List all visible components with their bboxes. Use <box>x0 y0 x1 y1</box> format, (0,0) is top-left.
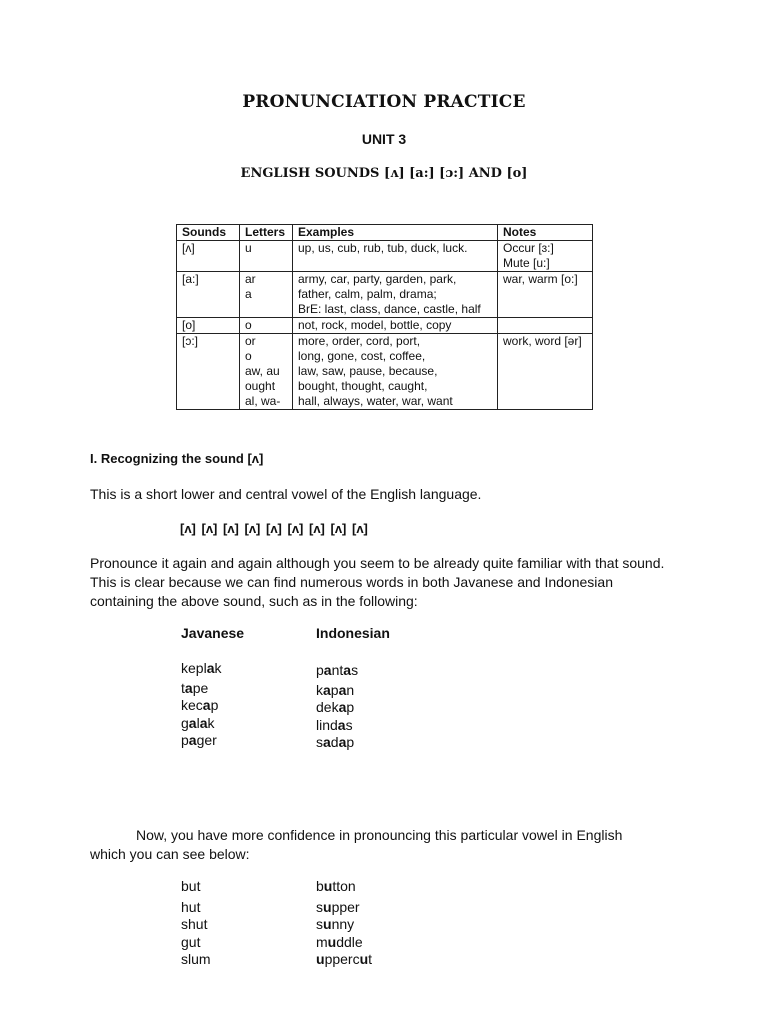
english-word <box>181 934 211 952</box>
word-segment: k <box>214 660 222 676</box>
word-segment: a <box>323 662 332 678</box>
word-segment: a <box>337 716 346 733</box>
word-segment: pperc <box>324 951 360 967</box>
cell-letters-line: o <box>245 349 252 363</box>
paragraph-2-line: Pronounce it again and again although you seem to be already quite familiar with that sound. <box>90 555 665 571</box>
english-word <box>316 878 372 896</box>
word-segment: g <box>181 714 189 731</box>
english-word-list-right <box>316 878 372 969</box>
word-segment: a <box>338 681 347 698</box>
paragraph-3-line: which you can see below: <box>90 846 250 862</box>
cell-sound: [a:] <box>177 272 240 318</box>
sounds-table <box>176 224 593 410</box>
javanese-word <box>181 697 221 715</box>
english-word <box>181 899 211 917</box>
word-segment: pe <box>192 679 209 696</box>
cell-notes-line: work, word [ər] <box>503 334 582 348</box>
word-segment: u <box>359 951 369 967</box>
cell-sound: [o] <box>177 318 240 334</box>
cell-letters <box>240 334 293 410</box>
page-subtitle: ENGLISH SOUNDS [ʌ] [a:] [ɔ:] AND [o] <box>240 166 528 181</box>
paragraph-2-line: containing the above sound, such as in the following: <box>90 593 418 609</box>
word-segment: p <box>181 732 189 748</box>
word-segment: a <box>206 660 215 676</box>
unit-label: UNIT 3 <box>361 131 407 147</box>
indonesian-word <box>316 734 358 752</box>
word-segment: a <box>343 662 352 678</box>
paragraph-3 <box>90 826 622 864</box>
javanese-word <box>181 732 221 750</box>
english-word <box>316 899 372 917</box>
indonesian-word <box>316 682 358 700</box>
english-word <box>316 934 372 952</box>
word-segment: k <box>207 714 215 731</box>
word-segment: p <box>346 699 355 715</box>
table-row <box>177 272 593 318</box>
word-segment: a <box>323 681 331 698</box>
cell-letters-line: al, wa- <box>245 394 281 408</box>
word-segment: n <box>346 681 355 698</box>
word-segment: ger <box>196 732 217 748</box>
cell-notes <box>498 318 593 334</box>
word-segment: a <box>199 714 208 731</box>
word-segment: tton <box>332 878 356 894</box>
cell-examples <box>293 241 498 272</box>
cell-letters-line: or <box>245 334 256 348</box>
word-segment: t <box>181 679 185 696</box>
english-word <box>181 951 211 969</box>
javanese-word <box>181 715 221 733</box>
english-word <box>316 951 372 969</box>
word-segment: k <box>316 681 323 698</box>
english-word-list-left <box>181 878 211 969</box>
cell-sound: [ɔ:] <box>177 334 240 410</box>
cell-examples-line: long, gone, cost, coffee, <box>298 349 426 363</box>
paragraph-2 <box>90 554 664 611</box>
word-segment: s <box>316 916 323 932</box>
cell-letters-line: ar <box>245 272 256 286</box>
word-segment: nt <box>331 662 344 678</box>
cell-examples <box>293 318 498 334</box>
cell-letters-line: o <box>245 318 252 332</box>
cell-notes <box>498 272 593 318</box>
word-segment: s <box>345 716 353 733</box>
word-segment: s <box>316 898 323 915</box>
word-segment: a <box>188 714 197 731</box>
cell-letters <box>240 272 293 318</box>
word-segment: ddle <box>336 933 363 950</box>
word-segment: m <box>316 933 328 950</box>
word-segment: s <box>316 734 323 750</box>
word-segment: a <box>202 697 211 713</box>
indonesian-word <box>316 717 358 735</box>
javanese-header: Javanese <box>181 625 245 641</box>
word-segment: l <box>196 714 200 731</box>
word-segment: u <box>323 916 332 932</box>
word-segment: p <box>316 662 324 678</box>
word-segment: kec <box>181 697 203 713</box>
cell-notes-line: Occur [ɜ:] <box>503 241 554 255</box>
word-segment: lind <box>316 716 338 733</box>
cell-examples-line: more, order, cord, port, <box>298 334 421 348</box>
word-segment: hut <box>181 898 201 915</box>
paragraph-3-line: Now, you have more confidence in pronouncing this particular vowel in English <box>136 827 623 843</box>
cell-sound: [ʌ] <box>177 241 240 272</box>
col-header-notes: Notes <box>498 225 593 241</box>
cell-letters-line: u <box>245 241 252 255</box>
word-segment: p <box>346 734 355 750</box>
cell-letters-line: a <box>245 287 252 301</box>
english-word <box>181 916 211 934</box>
paragraph-2-line: This is clear because we can find numerous words in both Javanese and Indonesian <box>90 574 613 590</box>
indonesian-word <box>316 662 358 680</box>
word-segment: slum <box>181 951 211 967</box>
word-segment: gut <box>181 933 201 950</box>
word-segment: t <box>368 951 373 967</box>
cell-examples-line: law, saw, pause, because, <box>298 364 438 378</box>
cell-letters-line: aw, au <box>245 364 280 378</box>
cell-notes-line: Mute [u:] <box>503 256 550 270</box>
word-segment: a <box>323 734 331 750</box>
word-segment: s <box>351 662 359 678</box>
cell-examples-line: hall, always, water, war, want <box>298 394 453 408</box>
english-word <box>316 916 372 934</box>
word-segment: a <box>338 699 347 715</box>
col-header-letters: Letters <box>240 225 293 241</box>
english-word <box>181 878 211 896</box>
word-segment: b <box>316 878 324 894</box>
word-segment: a <box>338 734 347 750</box>
cell-notes-line: war, warm [o:] <box>503 272 578 286</box>
cell-examples-line: BrE: last, class, dance, castle, half <box>298 302 481 316</box>
table-header-row <box>177 225 593 241</box>
word-segment: pper <box>331 898 360 915</box>
word-segment: u <box>323 898 332 915</box>
cell-examples-line: bought, thought, caught, <box>298 379 428 393</box>
cell-examples <box>293 334 498 410</box>
table-row <box>177 334 593 410</box>
javanese-word <box>181 660 221 678</box>
word-segment: a <box>188 732 197 748</box>
word-segment: shut <box>181 916 208 932</box>
cell-examples-line: up, us, cub, rub, tub, duck, luck. <box>298 241 468 255</box>
word-segment: u <box>323 878 333 894</box>
javanese-word <box>181 680 221 698</box>
cell-letters <box>240 241 293 272</box>
word-segment: dek <box>316 699 339 715</box>
table-row <box>177 241 593 272</box>
cell-examples <box>293 272 498 318</box>
col-header-sounds: Sounds <box>177 225 240 241</box>
cell-letters-line: ought <box>245 379 276 393</box>
cell-letters <box>240 318 293 334</box>
word-segment: u <box>316 951 325 967</box>
indonesian-word <box>316 699 358 717</box>
cell-notes <box>498 241 593 272</box>
word-segment: kepl <box>181 660 207 676</box>
indonesian-word-list <box>316 662 358 752</box>
cell-examples-line: not, rock, model, bottle, copy <box>298 318 452 332</box>
col-header-examples: Examples <box>293 225 498 241</box>
section-heading: I. Recognizing the sound [ʌ] <box>90 451 264 466</box>
table-row <box>177 318 593 334</box>
cell-notes <box>498 334 593 410</box>
word-segment: but <box>181 878 201 894</box>
indonesian-header: Indonesian <box>316 625 390 641</box>
javanese-word-list <box>181 660 221 750</box>
page-title: PRONUNCIATION PRACTICE <box>242 92 526 112</box>
word-segment: nny <box>331 916 355 932</box>
cell-examples-line: father, calm, palm, drama; <box>298 287 437 301</box>
symbols-line: [ʌ] [ʌ] [ʌ] [ʌ] [ʌ] [ʌ] [ʌ] [ʌ] [ʌ] <box>180 521 368 536</box>
word-segment: p <box>210 697 219 713</box>
cell-examples-line: army, car, party, garden, park, <box>298 272 457 286</box>
word-segment: p <box>330 681 339 698</box>
word-segment: a <box>184 679 193 696</box>
word-segment: u <box>327 933 337 950</box>
intro-text: This is a short lower and central vowel of the English language. <box>90 486 482 502</box>
word-segment: d <box>330 734 339 750</box>
